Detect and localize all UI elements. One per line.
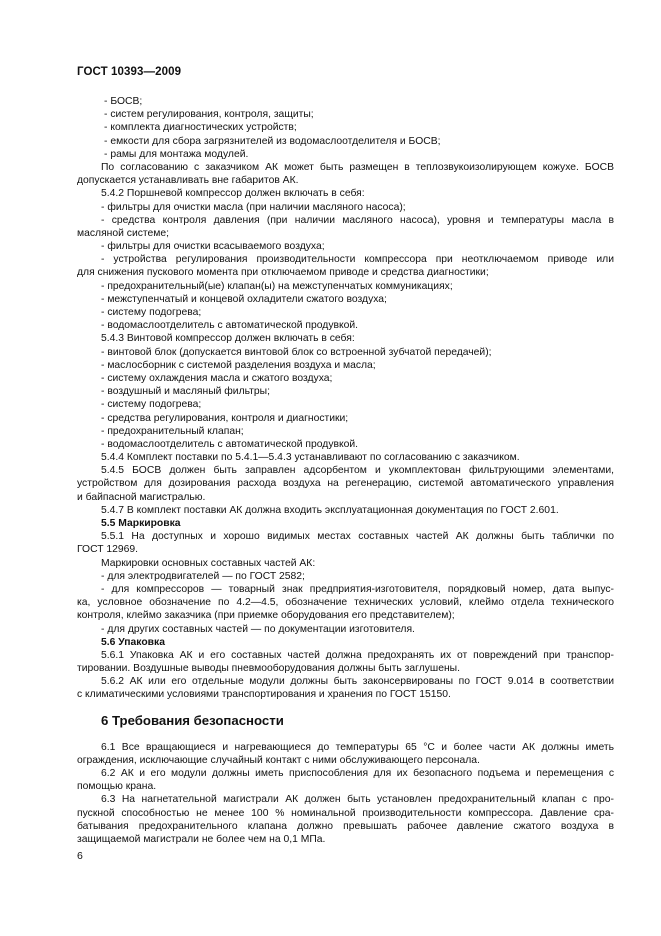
list-item-continuation: ка, условное обозначение по 4.2—4.5, обозначение технических условий, клеймо отдела технического	[77, 597, 614, 609]
section-heading: 5.6 Упаковка	[101, 636, 165, 648]
paragraph-line: ГОСТ 12969.	[77, 544, 139, 556]
list-item: - рамы для монтажа модулей.	[104, 148, 249, 160]
section-5-6	[77, 636, 614, 702]
list-item: - предохранительный клапан;	[101, 425, 244, 437]
paragraph-line: По согласованию с заказчиком АК может быть размещен в теплозвукоизолирующем кожухе. БОСВ	[101, 161, 614, 173]
equipment-list	[77, 95, 614, 161]
paragraph-line: 5.5.1 На доступных и хорошо видимых местах составных частей АК должны быть таблички по	[101, 531, 614, 543]
list-item: - для других составных частей — по документации изготовителя.	[101, 623, 415, 635]
page-number: 6	[77, 850, 83, 862]
list-item-continuation: масляной системе;	[77, 227, 170, 239]
paragraph-line: Маркировки основных составных частей АК:	[101, 557, 316, 569]
list-item: - водомаслоотделитель с автоматической продувкой.	[101, 438, 359, 450]
paragraph-line: ограждения, исключающие случайный контакт с ними обслуживающего персонала.	[77, 754, 480, 766]
paragraph-line: 5.4.5 БОСВ должен быть заправлен адсорбентом и укомплектован фильтрующими элементами,	[101, 465, 614, 477]
paragraph-line: и байпасной магистралью.	[77, 491, 206, 503]
list-item: - маслосборник с системой разделения воздуха и масла;	[101, 359, 376, 371]
paragraph-line: 6.2 АК и его модули должны иметь приспособления для их безопасного подъема и перемещения с	[101, 768, 614, 779]
list-item: - систему охлаждения масла и сжатого воздуха;	[101, 372, 333, 384]
document-body	[77, 95, 614, 846]
list-item: - БОСВ;	[104, 96, 143, 107]
list-item: - комплекта диагностических устройств;	[104, 122, 297, 134]
paragraph-line: допускается устанавливать вне габаритов АК.	[77, 175, 299, 187]
list-item: - воздушный и масляный фильтры;	[101, 386, 270, 398]
paragraph-line: 5.6.2 АК или его отдельные модули должны быть законсервированы по ГОСТ 9.014 в соответствии	[101, 676, 614, 688]
section-5-4-2	[77, 187, 614, 332]
list-item: - фильтры для очистки всасываемого воздуха;	[101, 241, 325, 253]
list-item: - средства регулирования, контроля и диагностики;	[101, 412, 349, 424]
clause-title: 5.4.2 Поршневой компрессор должен включать в себя:	[101, 188, 365, 200]
chapter-heading: 6 Требования безопасности	[101, 712, 284, 728]
list-item: - водомаслоотделитель с автоматической продувкой.	[101, 320, 359, 332]
list-item: - емкости для сбора загрязнителей из водомаслоотделителя и БОСВ;	[104, 135, 441, 147]
clause-5-4-4: 5.4.4 Комплект поставки по 5.4.1—5.4.3 устанавливают по согласованию с заказчиком.	[101, 452, 520, 464]
paragraph-line: с климатическими условиями транспортирования и хранения по ГОСТ 15150.	[77, 689, 451, 701]
list-item: - устройства регулирования производительности компрессора при неотключаемом приводе или	[101, 254, 614, 266]
list-item: - систему подогрева;	[101, 399, 202, 411]
clause-5-4-7: 5.4.7 В комплект поставки АК должна входить эксплуатационная документация по ГОСТ 2.601.	[101, 504, 559, 516]
paragraph-line: батывания предохранительного клапана должно превышать рабочее давление сжатого воздуха в	[77, 820, 614, 832]
document-header: ГОСТ 10393—2009	[77, 66, 182, 78]
list-item-continuation: контроля, клеймо заказчика (при приемке оборудования его представителем);	[77, 610, 455, 622]
paragraph-line: 6.3 На нагнетательной магистрали АК должен быть установлен предохранительный клапан с про-	[101, 794, 614, 806]
clause-title: 5.4.3 Винтовой компрессор должен включать в себя:	[101, 333, 355, 345]
list-item: - систему подогрева;	[101, 307, 202, 318]
list-item: - средства контроля давления (при наличии масляного насоса), уровня и температуры масла в	[101, 214, 614, 226]
section-6	[77, 713, 614, 847]
paragraph-line: 5.6.1 Упаковка АК и его составных частей должна предохранять их от повреждений при транспор-	[101, 649, 614, 661]
paragraph-line: устройством для дозирования расхода воздуха на регенерацию, системой автоматического управления	[77, 478, 614, 490]
section-heading: 5.5 Маркировка	[101, 518, 181, 529]
paragraph-line: пускной способностью не менее 100 % номинальной производительности компрессора. Давление сра-	[77, 807, 614, 819]
paragraph-line: 6.1 Все вращающиеся и нагревающиеся до температуры 65 °С и более части АК должны иметь	[101, 741, 614, 753]
paragraph-casing	[77, 161, 614, 187]
paragraph-line: защищаемой магистрали не более чем на 0,1 МПа.	[77, 833, 326, 845]
list-item-continuation: для снижения пускового момента при отключаемом приводе и средства диагностики;	[77, 267, 489, 279]
paragraph-line: тировании. Воздушные выводы пневмооборудования должны быть заглушены.	[77, 663, 460, 675]
section-5-4-3	[77, 332, 614, 451]
section-5-5	[77, 517, 614, 636]
list-item: - фильтры для очистки масла (при наличии масляного насоса);	[101, 201, 406, 213]
list-item: - межступенчатый и концевой охладители сжатого воздуха;	[101, 293, 387, 305]
list-item: - винтовой блок (допускается винтовой блок со встроенной зубчатой передачей);	[101, 346, 492, 358]
list-item: - систем регулирования, контроля, защиты;	[104, 109, 314, 121]
paragraph-line: помощью крана.	[77, 781, 157, 793]
list-item: - предохранительный(ые) клапан(ы) на межступенчатых коммуникациях;	[101, 280, 453, 292]
clause-5-4-5	[77, 464, 614, 504]
list-item: - для компрессоров — товарный знак предприятия-изготовителя, порядковый номер, дата выпус-	[101, 583, 614, 595]
list-item: - для электродвигателей — по ГОСТ 2582;	[101, 570, 305, 582]
